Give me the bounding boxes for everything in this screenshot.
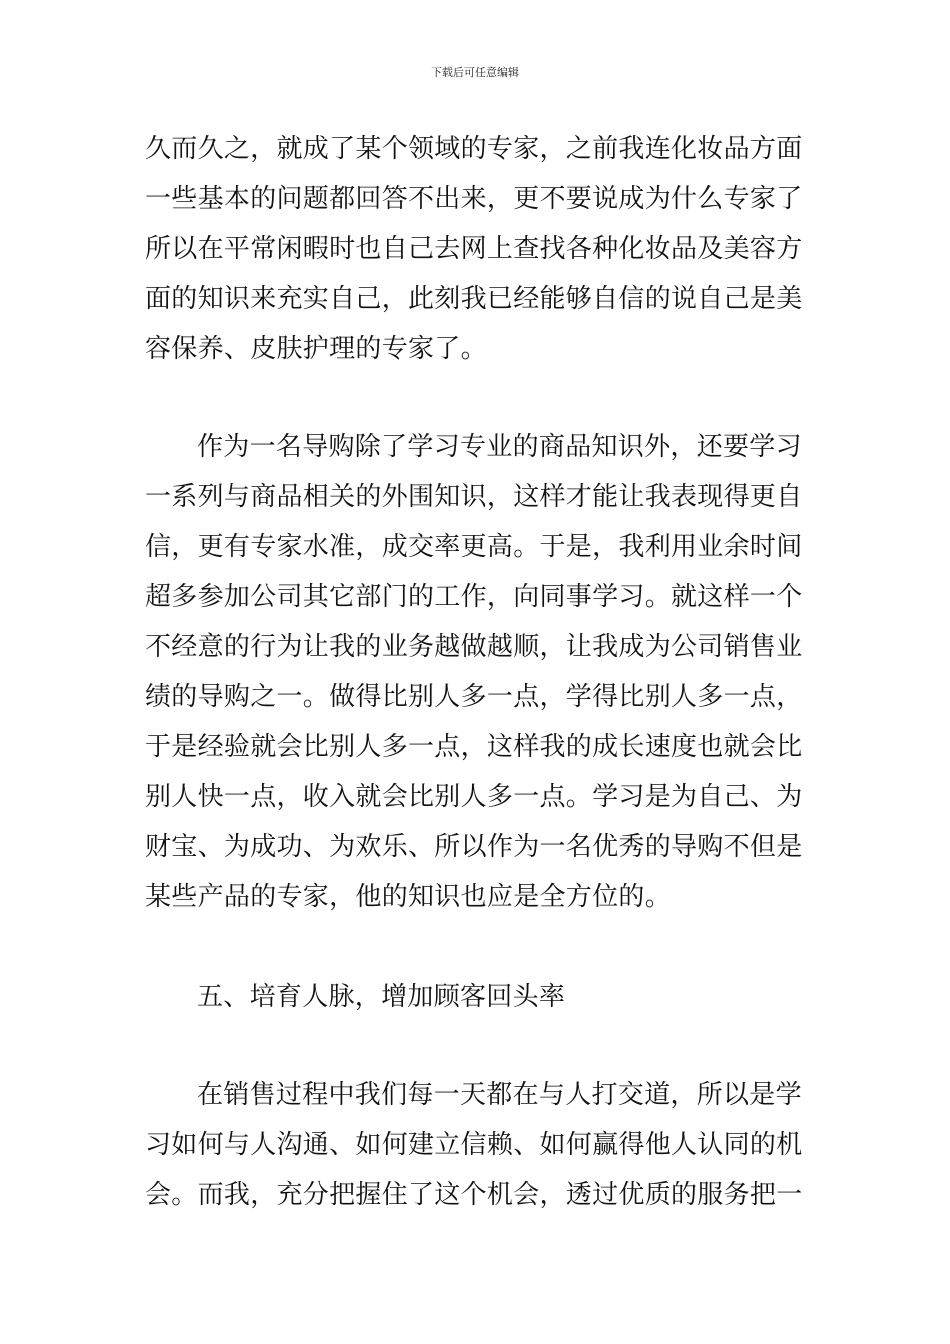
section-heading: 五、培育人脉，增加顾客回头率 [197,982,566,1012]
text-line: 久而久之，就成了某个领域的专家，之前我连化妆品方面 [145,134,803,164]
text-line: 习如何与人沟通、如何建立信赖、如何赢得他人认同的机 [145,1130,803,1160]
text-line: 财宝、为成功、为欢乐、所以作为一名优秀的导购不但是 [145,832,803,862]
text-line: 不经意的行为让我的业务越做越顺，让我成为公司销售业 [145,632,803,662]
text-line: 容保养、皮肤护理的专家了。 [145,334,487,364]
text-line: 信，更有专家水准，成交率更高。于是，我利用业余时间 [145,532,803,562]
text-line: 超多参加公司其它部门的工作，向同事学习。就这样一个 [145,582,803,612]
page-header: 下载后可任意编辑 [431,66,519,79]
text-line: 作为一名导购除了学习专业的商品知识外，还要学习 [197,432,802,462]
text-line: 某些产品的专家，他的知识也应是全方位的。 [145,882,672,912]
text-line: 面的知识来充实自己，此刻我已经能够自信的说自己是美 [145,284,803,314]
text-line: 一系列与商品相关的外围知识，这样才能让我表现得更自 [145,482,803,512]
text-line: 在销售过程中我们每一天都在与人打交道，所以是学 [197,1080,802,1110]
text-line: 绩的导购之一。做得比别人多一点，学得比别人多一点， [145,682,803,712]
text-line: 别人快一点，收入就会比别人多一点。学习是为自己、为 [145,782,803,812]
text-line: 于是经验就会比别人多一点，这样我的成长速度也就会比 [145,732,803,762]
text-line: 一些基本的问题都回答不出来，更不要说成为什么专家了 [145,184,803,214]
text-line: 会。而我，充分把握住了这个机会，透过优质的服务把一 [145,1180,803,1210]
text-line: 所以在平常闲暇时也自己去网上查找各种化妆品及美容方 [145,234,803,264]
